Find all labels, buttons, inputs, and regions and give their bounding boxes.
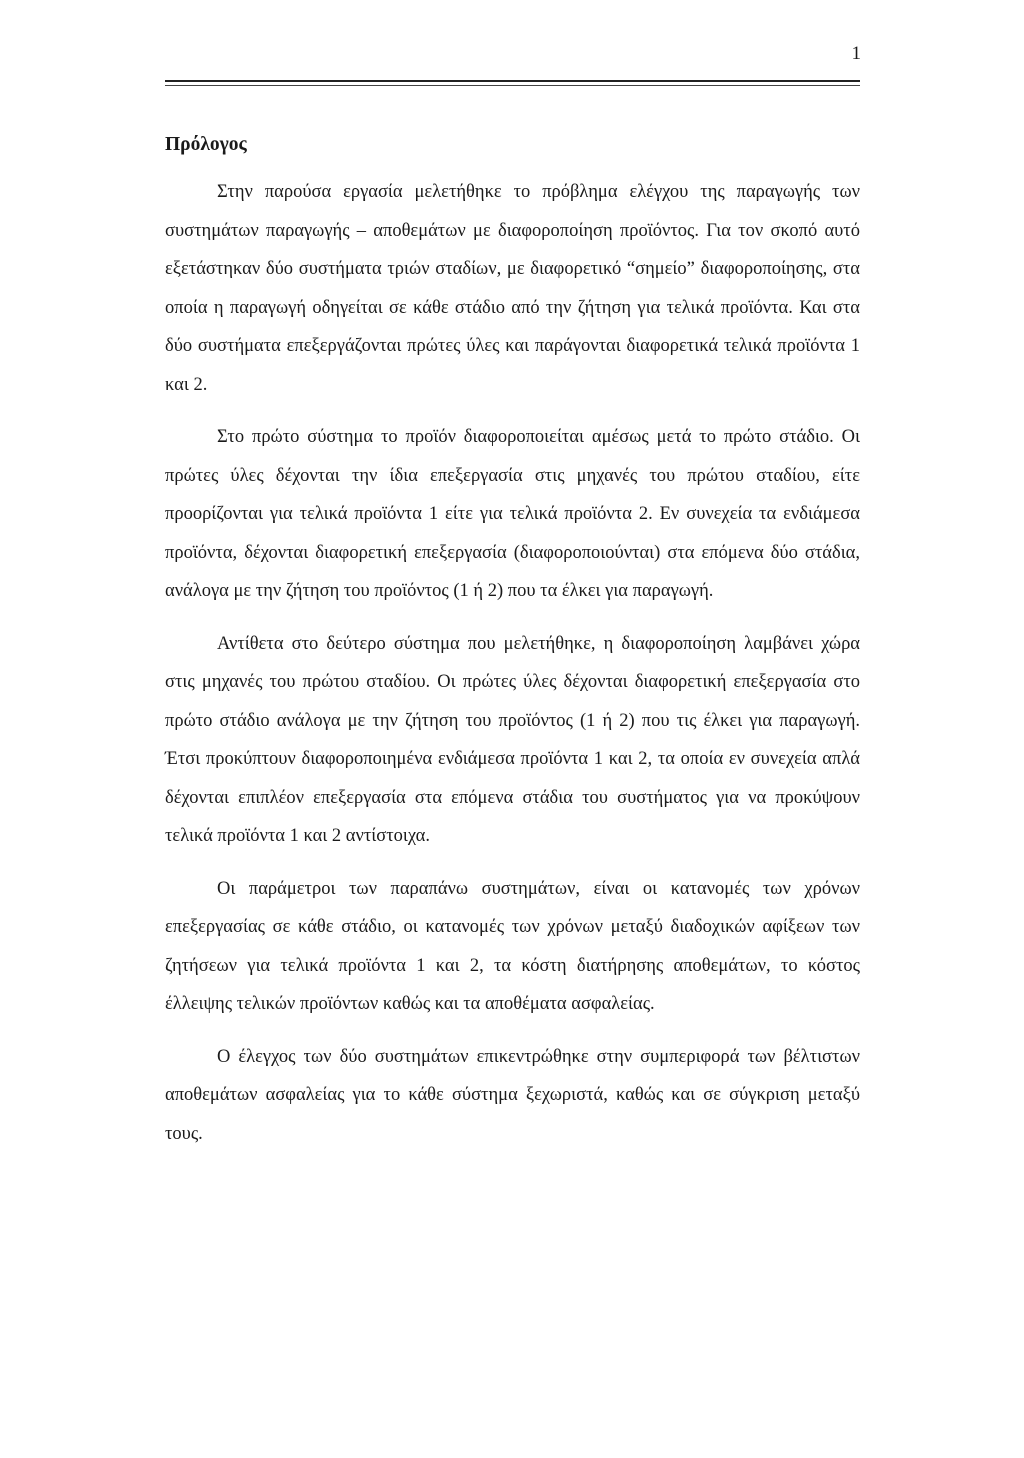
- paragraph-5: Ο έλεγχος των δύο συστημάτων επικεντρώθηκε στην συμπεριφορά των βέλτιστων αποθεμάτων ασφαλείας για το κάθε σύστημα ξεχωριστά, καθώς και σε σύγκριση μεταξύ τους.: [165, 1046, 860, 1144]
- paragraph-3: Αντίθετα στο δεύτερο σύστημα που μελετήθηκε, η διαφοροποίηση λαμβάνει χώρα στις μηχανές του πρώτου σταδίου. Οι πρώτες ύλες δέχονται διαφορετική επεξεργασία στο πρώτο στάδιο ανάλογα με την ζήτηση του προϊόντος (1 ή 2) που τις έλκει για παραγωγή. Έτσι προκύπτουν διαφοροποιημένα ενδιάμεσα προϊόντα 1 και 2, τα οποία εν συνεχεία απλά δέχονται επιπλέον επεξεργασία στα επόμενα στάδια του συστήματος για να προκύψουν τελικά προϊόντα 1 και 2 αντίστοιχα.: [165, 633, 860, 846]
- section-title: Πρόλογος: [165, 134, 247, 155]
- header-rule: [165, 80, 860, 86]
- header-rule-thick: [165, 80, 860, 82]
- paragraph-2: Στο πρώτο σύστημα το προϊόν διαφοροποιείται αμέσως μετά το πρώτο στάδιο. Οι πρώτες ύλες δέχονται την ίδια επεξεργασία στις μηχανές του πρώτου σταδίου, είτε προορίζονται για τελικά προϊόντα 1 είτε για τελικά προϊόντα 2. Εν συνεχεία τα ενδιάμεσα προϊόντα, δέχονται διαφορετική επεξεργασία (διαφοροποιούνται) στα επόμενα δύο στάδια, ανάλογα με την ζήτηση του προϊόντος (1 ή 2) που τα έλκει για παραγωγή.: [165, 427, 860, 601]
- page-content: [165, 127, 860, 1167]
- header-rule-thin: [165, 85, 860, 86]
- paragraph-4: Οι παράμετροι των παραπάνω συστημάτων, είναι οι κατανομές των χρόνων επεξεργασίας σε κάθε στάδιο, οι κατανομές των χρόνων μεταξύ διαδοχικών αφίξεων των ζητήσεων για τελικά προϊόντα 1 και 2, τα κόστη διατήρησης αποθεμάτων, το κόστος έλλειψης τελικών προϊόντων καθώς και τα αποθέματα ασφαλείας.: [165, 878, 860, 1014]
- paragraph-1: Στην παρούσα εργασία μελετήθηκε το πρόβλημα ελέγχου της παραγωγής των συστημάτων παραγωγής – αποθεμάτων με διαφοροποίηση προϊόντος. Για τον σκοπό αυτό εξετάστηκαν δύο συστήματα τριών σταδίων, με διαφορετικό “σημείο” διαφοροποίησης, στα οποία η παραγωγή οδηγείται σε κάθε στάδιο από την ζήτηση για τελικά προϊόντα. Και στα δύο συστήματα επεξεργάζονται πρώτες ύλες και παράγονται διαφορετικά τελικά προϊόντα 1 και 2.: [165, 182, 860, 395]
- page-number: 1: [851, 43, 861, 64]
